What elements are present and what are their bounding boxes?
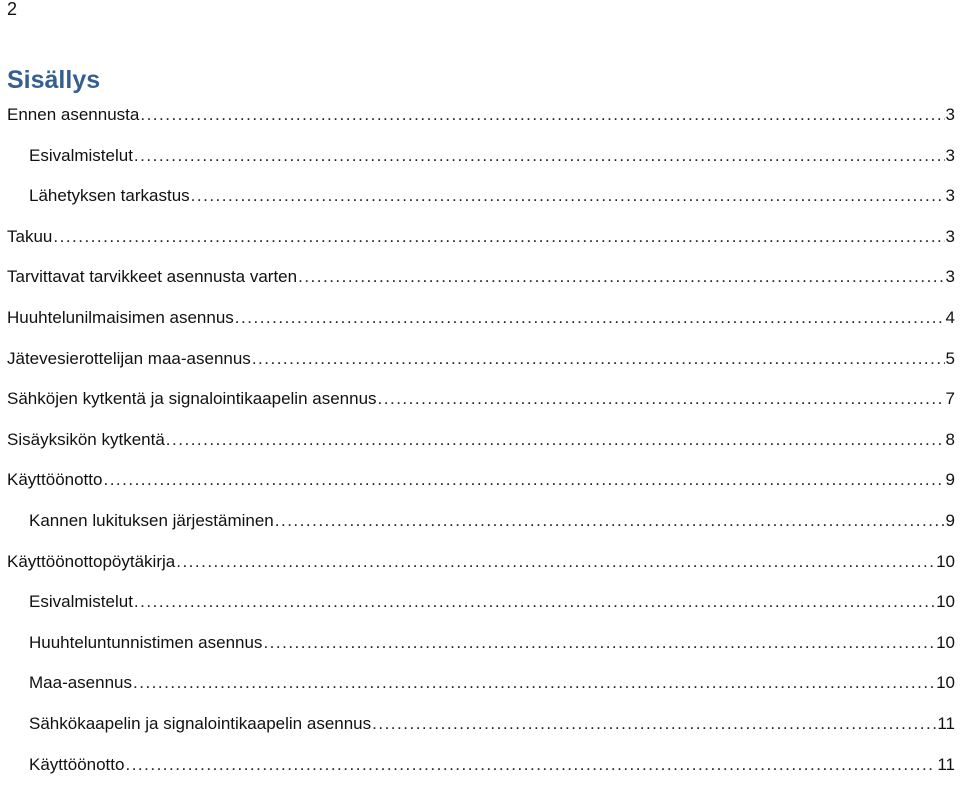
toc-entry-page: 3 — [946, 141, 955, 171]
toc-entry[interactable] — [0, 141, 960, 182]
toc-entry-page: 3 — [946, 100, 955, 130]
toc-entry[interactable] — [0, 181, 960, 222]
toc-entry[interactable] — [0, 303, 960, 344]
toc-entry-label: Tarvittavat tarvikkeet asennusta varten — [7, 262, 297, 292]
toc-entry-label: Käyttöönotto — [29, 750, 124, 780]
toc-dot-leader — [103, 465, 944, 495]
toc-dot-leader — [176, 547, 935, 577]
toc-entry-page: 10 — [936, 628, 955, 658]
toc-entry[interactable] — [0, 262, 960, 303]
toc-entry-label: Käyttöönottopöytäkirja — [7, 547, 175, 577]
toc-entry-page: 4 — [946, 303, 955, 333]
toc-entry-label: Takuu — [7, 222, 52, 252]
toc-entry[interactable] — [0, 222, 960, 263]
toc-dot-leader — [263, 628, 935, 658]
toc-entry-label: Sisäyksikön kytkentä — [7, 425, 165, 455]
toc-dot-leader — [378, 384, 945, 414]
toc-entry-label: Maa-asennus — [29, 668, 132, 698]
toc-entry-label: Esivalmistelut — [29, 587, 133, 617]
toc-entry[interactable] — [0, 506, 960, 547]
toc-entry[interactable] — [0, 425, 960, 466]
toc-entry[interactable] — [0, 587, 960, 628]
toc-entry-page: 7 — [946, 384, 955, 414]
toc-entry-page: 10 — [936, 668, 955, 698]
toc-entry-page: 5 — [946, 344, 955, 374]
toc-entry-label: Kannen lukituksen järjestäminen — [29, 506, 274, 536]
toc-entry[interactable] — [0, 668, 960, 709]
toc-entry-page: 10 — [936, 587, 955, 617]
toc-dot-leader — [298, 262, 944, 292]
toc-entry-label: Sähkökaapelin ja signalointikaapelin asennus — [29, 709, 371, 739]
toc-title: Sisällys — [7, 64, 100, 96]
toc-entry-page: 9 — [946, 465, 955, 495]
toc-entry[interactable] — [0, 100, 960, 141]
toc-dot-leader — [133, 668, 935, 698]
toc-dot-leader — [140, 100, 944, 130]
toc-entry[interactable] — [0, 344, 960, 385]
toc-entry-page: 9 — [946, 506, 955, 536]
table-of-contents — [0, 100, 960, 790]
toc-entry-page: 3 — [946, 262, 955, 292]
toc-entry-label: Jätevesierottelijan maa-asennus — [7, 344, 251, 374]
toc-entry[interactable] — [0, 750, 960, 790]
toc-entry-page: 3 — [946, 181, 955, 211]
toc-entry[interactable] — [0, 709, 960, 750]
toc-dot-leader — [252, 344, 945, 374]
toc-dot-leader — [372, 709, 936, 739]
toc-entry-page: 3 — [946, 222, 955, 252]
toc-entry[interactable] — [0, 628, 960, 669]
toc-dot-leader — [134, 141, 945, 171]
toc-entry-label: Esivalmistelut — [29, 141, 133, 171]
toc-entry-label: Huuhtelunilmaisimen asennus — [7, 303, 234, 333]
toc-dot-leader — [166, 425, 945, 455]
toc-entry-label: Sähköjen kytkentä ja signalointikaapelin asennus — [7, 384, 377, 414]
toc-entry-page: 8 — [946, 425, 955, 455]
toc-entry[interactable] — [0, 465, 960, 506]
toc-entry-label: Ennen asennusta — [7, 100, 139, 130]
toc-entry-page: 11 — [937, 709, 955, 739]
toc-dot-leader — [53, 222, 944, 252]
toc-entry-label: Käyttöönotto — [7, 465, 102, 495]
toc-entry-label: Lähetyksen tarkastus — [29, 181, 190, 211]
toc-dot-leader — [275, 506, 945, 536]
page-number: 2 — [7, 0, 17, 20]
toc-entry[interactable] — [0, 547, 960, 588]
toc-entry-label: Huuhteluntunnistimen asennus — [29, 628, 262, 658]
toc-entry-page: 10 — [936, 547, 955, 577]
toc-dot-leader — [134, 587, 935, 617]
toc-dot-leader — [125, 750, 936, 780]
toc-dot-leader — [191, 181, 945, 211]
toc-entry-page: 11 — [937, 750, 955, 780]
toc-dot-leader — [235, 303, 945, 333]
toc-entry[interactable] — [0, 384, 960, 425]
